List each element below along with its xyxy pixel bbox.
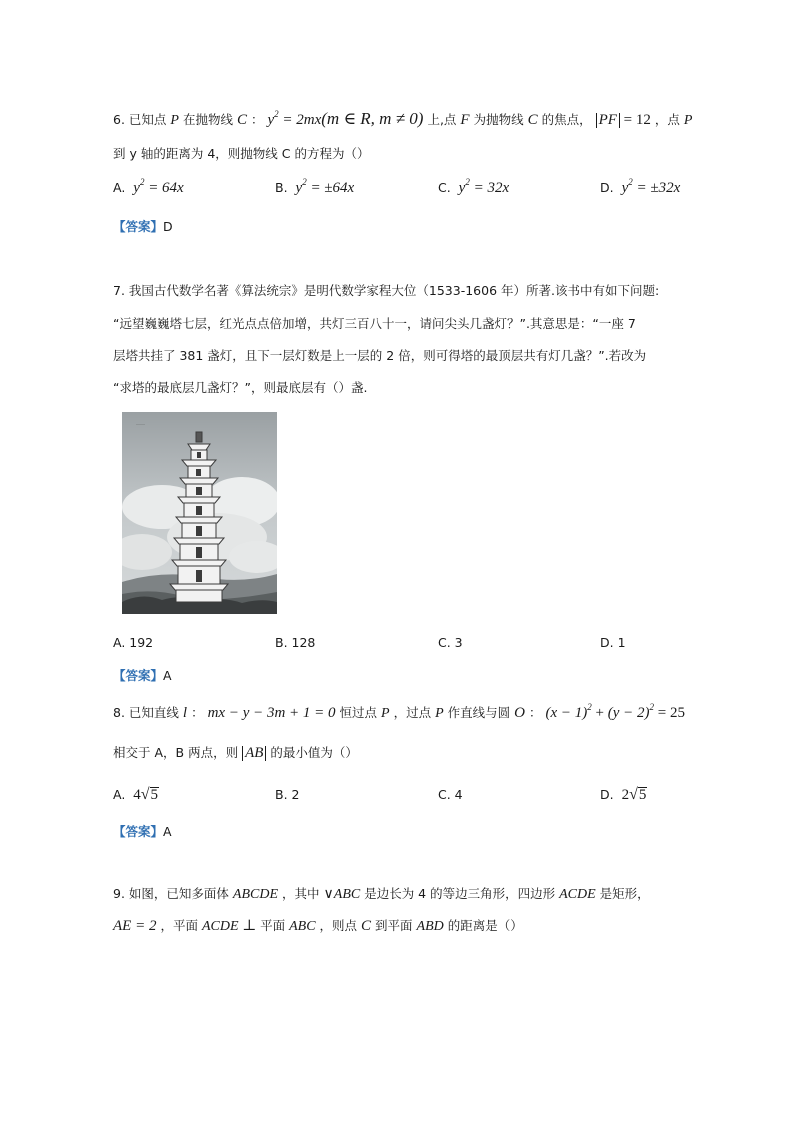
q8-option-a: A. 4√5 [113, 786, 159, 803]
q6-option-c: C. $y^2 = 32x$ [438, 177, 510, 196]
q8-answer: 【答案】A [113, 824, 172, 839]
q7-option-c: C. 3 [438, 635, 463, 650]
answer-tag: 【答案】 [113, 219, 164, 234]
answer-tag: 【答案】 [113, 824, 164, 839]
q6-parabola-eq: $y^2 = 2mx(m$ ∈ R, m ≠ 0) [267, 109, 424, 128]
q6-line1: 6. 已知点 P 在抛物线 C ： $y^2 = 2mx(m$ ∈ R, m ≠ 0) 上,点 F 为抛物线 C 的焦点， PF = 12 ，点 P [113, 109, 693, 128]
pagoda-photo [122, 412, 277, 614]
q7-answer: 【答案】A [113, 668, 172, 683]
q7-line4: “求塔的最底层几盏灯？”，则最底层有（）盏. [113, 380, 368, 395]
q7-line1: 7. 我国古代数学名著《算法统宗》是明代数学家程大位（1533-1606 年）所著.该书中有如下问题: [113, 283, 660, 298]
q6-number: 6. [113, 112, 125, 127]
q8-option-b: B. 2 [275, 787, 300, 802]
q6-pf-eq: PF = 12 [596, 112, 651, 128]
q8-line-eq: mx − y − 3m + 1 = 0 [207, 705, 336, 721]
q6-line2: 到 y 轴的距离为 4，则抛物线 C 的方程为（） [113, 146, 370, 161]
q6-option-a: A. $y^2 = 64x$ [113, 177, 184, 196]
q9-line2: AE = 2 ，平面 ACDE ⊥ 平面 ABC ，则点 C 到平面 ABD 的距离是（） [113, 918, 523, 934]
q8-line2: 相交于 A，B 两点，则 AB 的最小值为（） [113, 745, 358, 761]
q7-option-a: A. 192 [113, 635, 154, 650]
q7-option-d: D. 1 [600, 635, 626, 650]
q7-line2: “远望巍巍塔七层，红光点点倍加增，共灯三百八十一，请问尖头几盏灯？”.其意思是：“一座 7 [113, 316, 636, 331]
answer-tag: 【答案】 [113, 668, 164, 683]
q7-option-b: B. 128 [275, 635, 316, 650]
q9-line1: 9. 如图，已知多面体 ABCDE ，其中 ∨ABC 是边长为 4 的等边三角形，四边形 ACDE 是矩形， [113, 886, 650, 902]
q8-option-d: D. 2√5 [600, 786, 647, 803]
q8-line1: 8. 已知直线 l ： mx − y − 3m + 1 = 0 恒过点 P ，过点 P 作直线与圆 O ： $(x - 1)^2 + (y - 2)^2 = 25$ [113, 702, 685, 721]
q6-option-b: B. $y^2 = \pm 64x$ [275, 177, 355, 196]
q8-circle-eq: $(x - 1)^2 + (y - 2)^2 = 25$ [545, 702, 685, 721]
q6-option-d: D. $y^2 = \pm 32x$ [600, 177, 681, 196]
q7-line3: 层塔共挂了 381 盏灯，且下一层灯数是上一层的 2 倍，则可得塔的最顶层共有灯几盏？”.若改为 [113, 348, 647, 363]
q6-answer: 【答案】D [113, 219, 173, 234]
q8-option-c: C. 4 [438, 787, 463, 802]
